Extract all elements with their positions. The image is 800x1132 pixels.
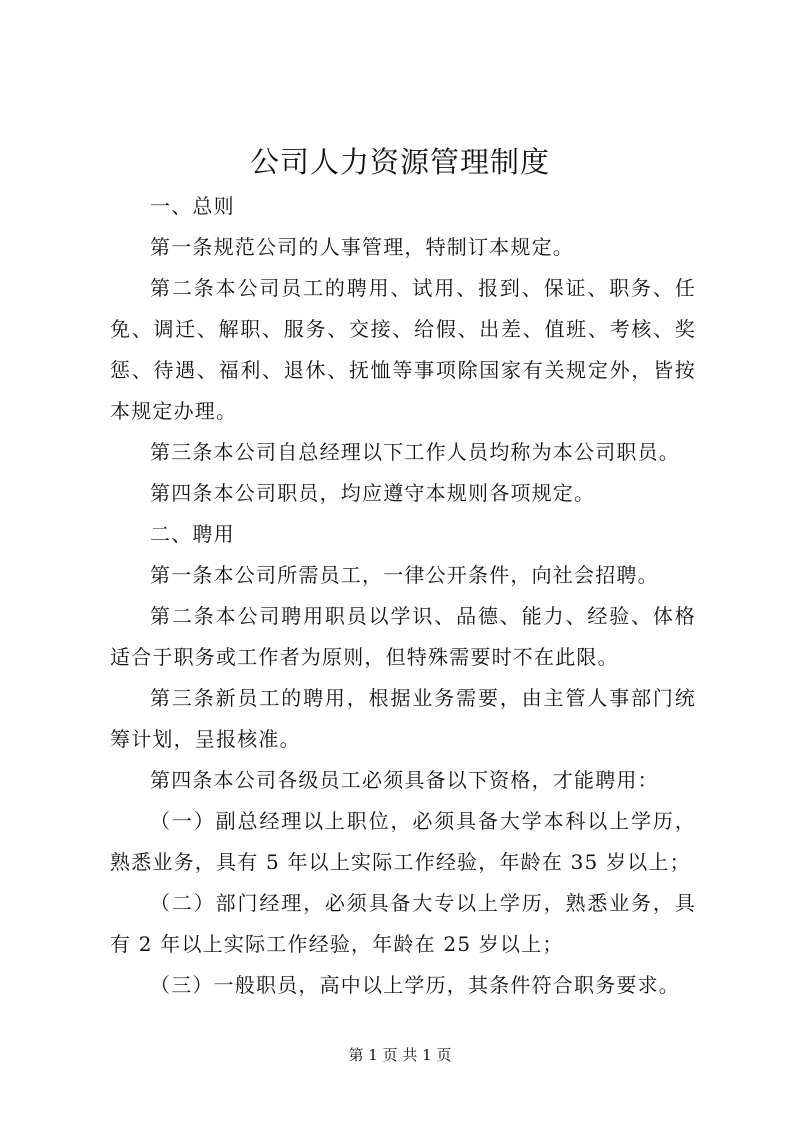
paragraph-hiring-article-4: 第四条本公司各级员工必须具备以下资格，才能聘用： [150, 768, 659, 792]
list-item-qualification-2: （二）部门经理，必须具备大专以上学历，熟悉业务，具有 2 年以上实际工作经验，年龄在 25 岁以上； [110, 891, 696, 956]
document-title: 公司人力资源管理制度 [249, 145, 550, 179]
paragraph-article-4: 第四条本公司职员，均应遵守本规则各项规定。 [150, 481, 596, 505]
paragraph-article-2: 第二条本公司员工的聘用、试用、报到、保证、职务、任免、调迁、解职、服务、交接、给假、出差、值班、考核、奖惩、待遇、福利、退休、抚恤等事项除国家有关规定外，皆按本规定办理。 [110, 276, 696, 423]
paragraph-hiring-article-1: 第一条本公司所需员工，一律公开条件，向社会招聘。 [150, 563, 659, 587]
paragraph-article-1: 第一条规范公司的人事管理，特制订本规定。 [150, 235, 574, 259]
paragraph-hiring-article-3: 第三条新员工的聘用，根据业务需要，由主管人事部门统筹计划，呈报核准。 [110, 686, 696, 751]
paragraph-hiring-article-2: 第二条本公司聘用职员以学识、品德、能力、经验、体格适合于职务或工作者为原则，但特殊需要时不在此限。 [110, 604, 696, 669]
section-heading-hiring: 二、聘用 [150, 522, 235, 546]
list-item-qualification-3: （三）一般职员，高中以上学历，其条件符合职务要求。 [150, 973, 680, 997]
document-body [110, 186, 696, 1006]
page-footer: 第 1 页 共 1 页 [348, 1046, 452, 1064]
list-item-qualification-1: （一）副总经理以上职位，必须具备大学本科以上学历，熟悉业务，具有 5 年以上实际工作经验，年龄在 35 岁以上； [110, 809, 696, 874]
paragraph-article-3: 第三条本公司自总经理以下工作人员均称为本公司职员。 [150, 440, 680, 464]
section-heading-general: 一、总则 [150, 194, 235, 218]
